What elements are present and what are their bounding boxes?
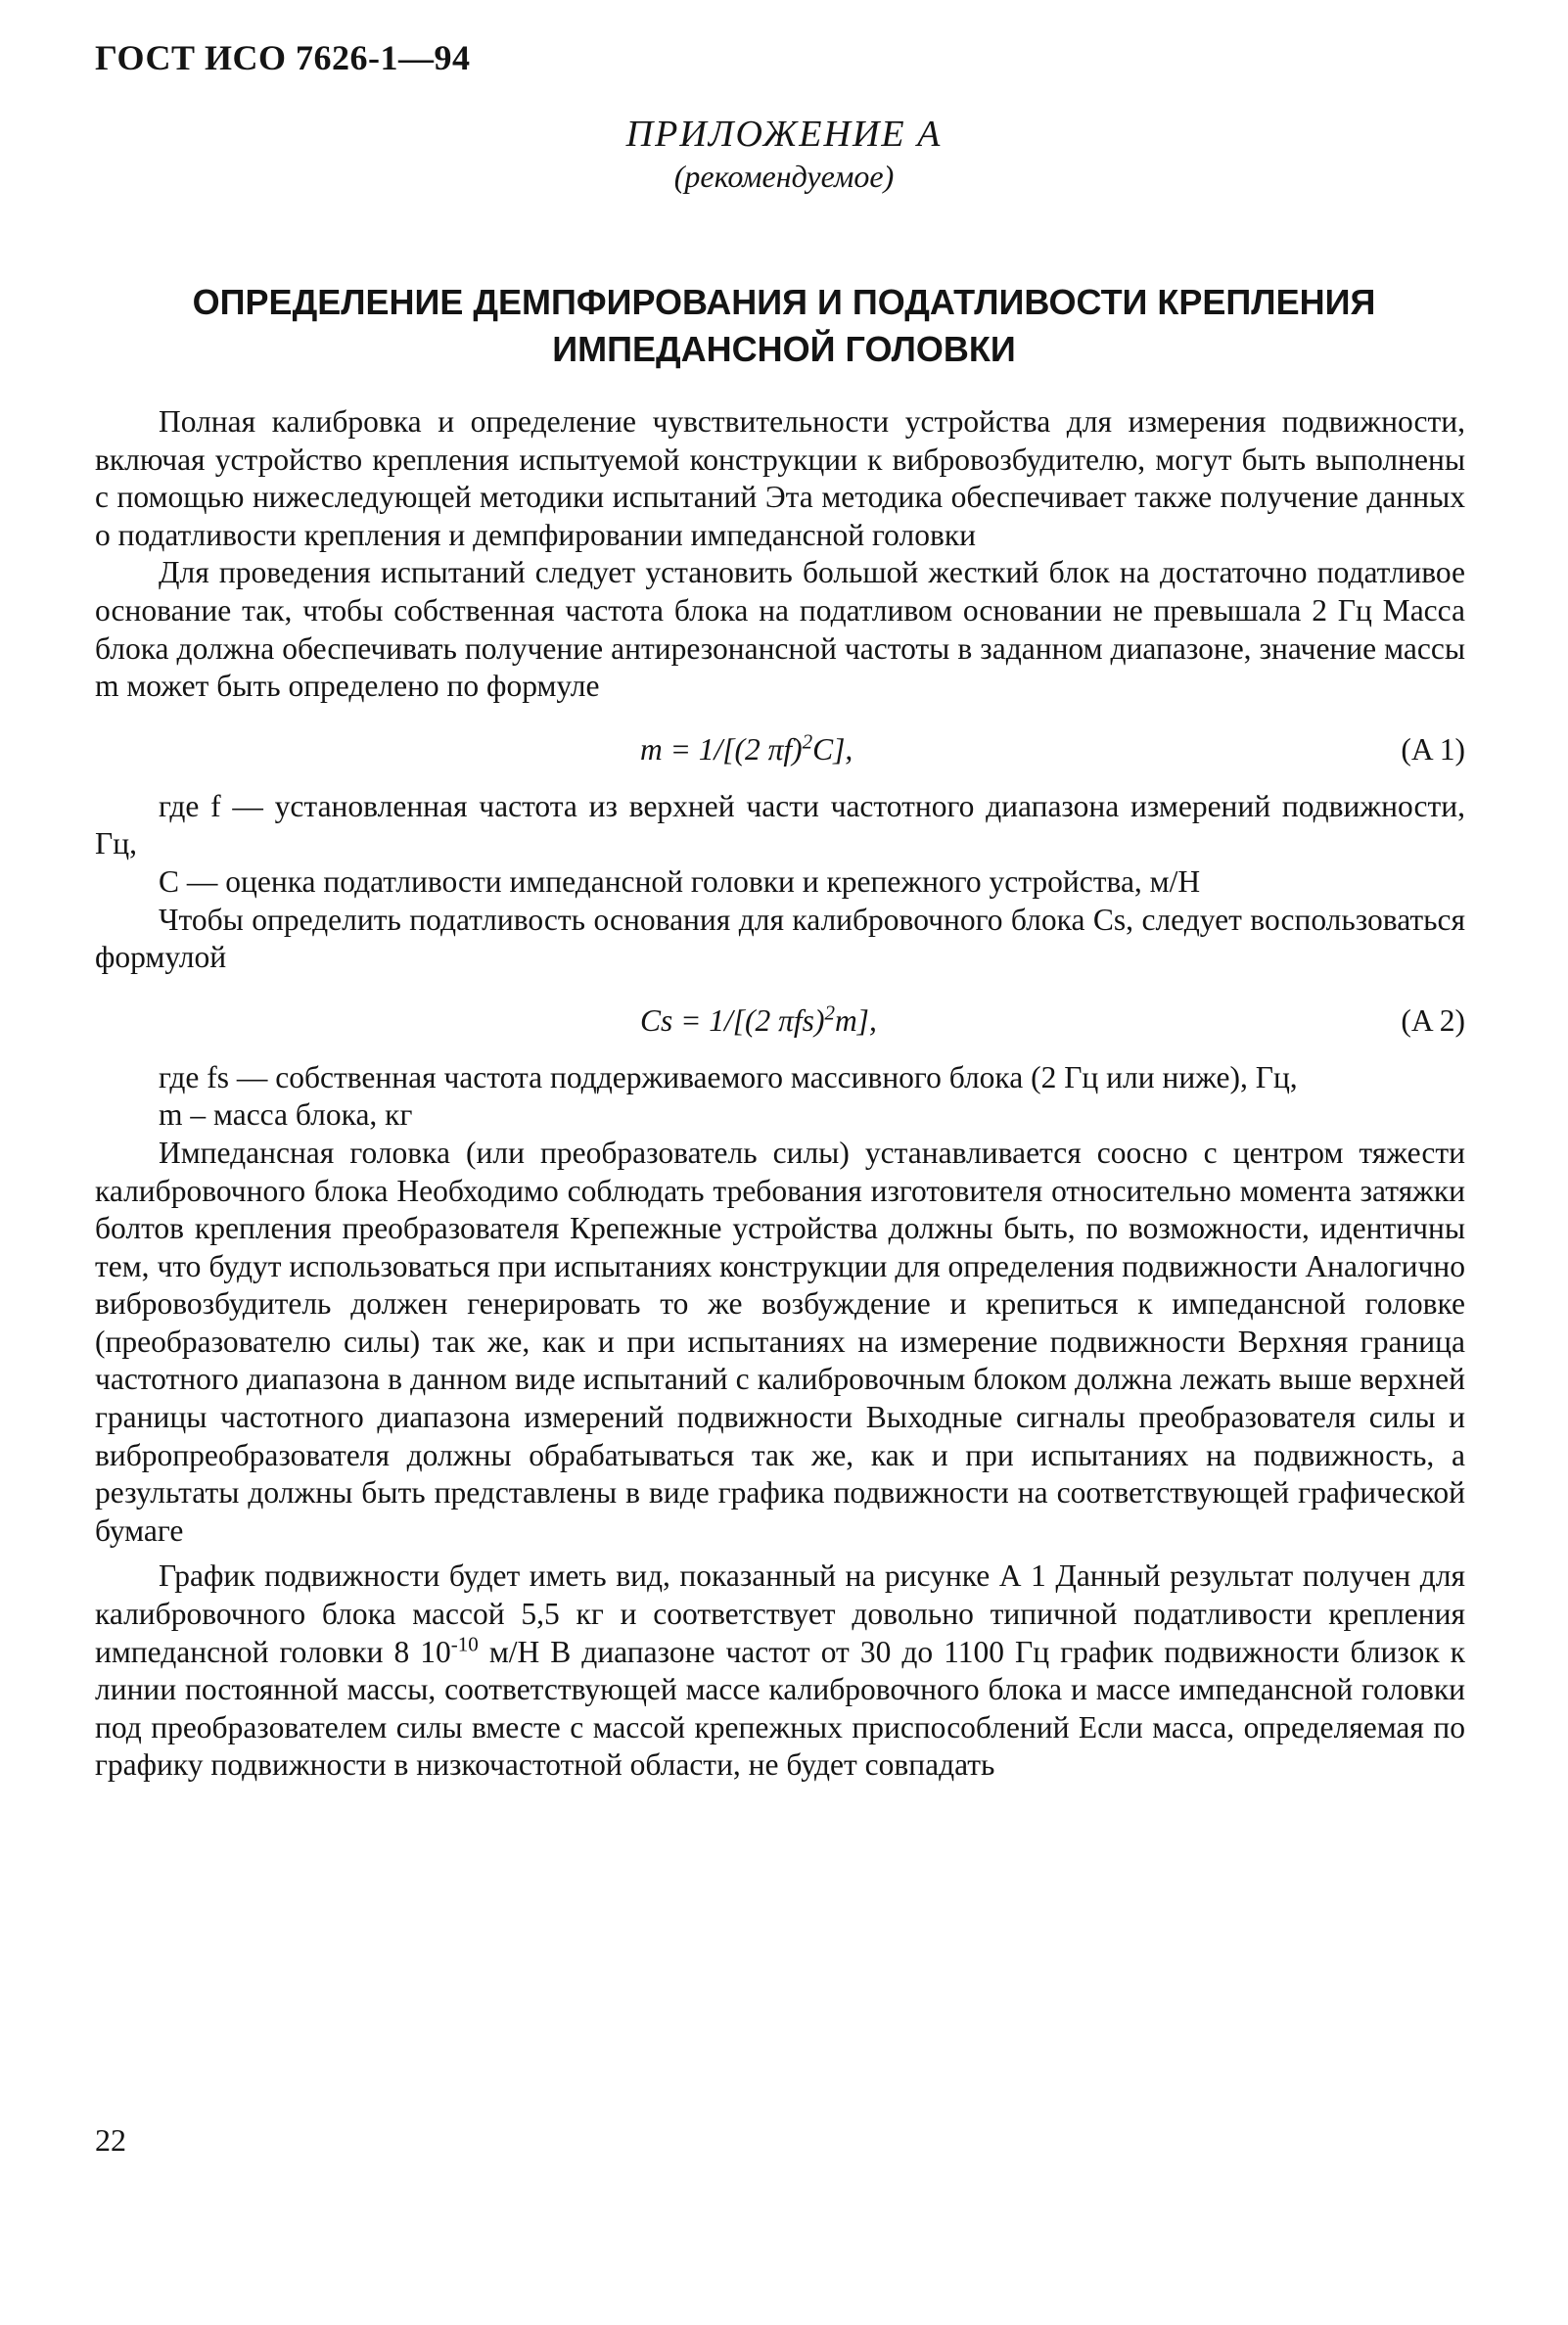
- formula-a2: [95, 991, 1465, 1051]
- formula-a2-rhs: m],: [834, 1002, 877, 1038]
- formula-a2-power: 2: [824, 1000, 835, 1025]
- paragraph-mobility-graph-part-1: График подвижности будет иметь вид, показанный на рисунке А 1 Данный результат получен для калибровочного блока массой 5,5 кг и соответствует довольно типичной податливости крепления импедансной головки 8 10: [95, 1558, 1465, 1669]
- standard-code-header: ГОСТ ИСО 7626-1—94: [95, 38, 471, 77]
- formula-a1-number: (A 1): [1401, 731, 1465, 767]
- paragraph-calibration-intro: Полная калибровка и определение чувствительности устройства для измерения подвижности, включая устройство крепления испытуемой конструкции к вибровозбудителю, могут быть выполнены с помощью нижеследующей методики испытаний Эта методика обеспечивает также получение данных о податливости крепления и демпфировании импедансной головки: [95, 404, 1465, 552]
- section-title: [117, 279, 1451, 373]
- formula-a1-expression: [640, 731, 853, 769]
- where-f-definition: где f — установленная частота из верхней части частотного диапазона измерений подвижности, Гц,: [95, 788, 1465, 861]
- paragraph-base-compliance: Чтобы определить податливость основания для калибровочного блока Cs, следует воспользоваться формулой: [95, 902, 1465, 975]
- formula-a1-rhs: C],: [812, 731, 853, 767]
- annex-title: ПРИЛОЖЕНИЕ А: [625, 114, 943, 155]
- paragraph-mobility-graph: [95, 1558, 1465, 1785]
- formula-a2-number: (A 2): [1401, 1002, 1465, 1038]
- formula-a2-lhs: Cs = 1/[(2 πfs): [640, 1002, 825, 1038]
- annex-subtitle: (рекомендуемое): [673, 159, 895, 194]
- paragraph-impedance-head-mounting: Импедансная головка (или преобразователь силы) устанавливается соосно с центром тяжести калибровочного блока Необходимо соблюдать требования изготовителя относительно момента затяжки болтов крепления преобразователя Крепежные устройства должны быть, по возможности, идентичны тем, что будут использоваться при испытаниях конструкции для определения подвижности Аналогично вибровозбудитель должен генерировать то же возбуждение и крепиться к импедансной головке (преобразователю силы) так же, как и при испытаниях на измерение подвижности Верхняя граница частотного диапазона в данном виде испытаний с калибровочным блоком должна лежать выше верхней границы частотного диапазона измерений подвижности Выходные сигналы преобразователя силы и вибропреобразователя должны обрабатываться так же, как и при испытаниях на подвижность, а результаты должны быть представлены в виде графика подвижности на соответствующей графической бумаге: [95, 1135, 1465, 1548]
- compliance-exponent: -10: [450, 1632, 479, 1656]
- formula-a1-power: 2: [802, 729, 813, 754]
- where-c-definition: C — оценка податливости импедансной головки и крепежного устройства, м/Н: [159, 863, 1201, 899]
- paragraph-test-setup: Для проведения испытаний следует установить большой жесткий блок на достаточно податливое основание так, чтобы собственная частота блока на податливом основании не превышала 2 Гц Масса блока должна обеспечивать получение антирезонансной частоты в заданном диапазоне, значение массы m может быть определено по формуле: [95, 555, 1465, 704]
- formula-a2-expression: [640, 1002, 877, 1041]
- body-text: [95, 403, 1465, 1785]
- formula-a1-lhs: m = 1/[(2 πf): [640, 731, 803, 767]
- page-number: 22: [95, 2122, 126, 2158]
- formula-a1: [95, 720, 1465, 780]
- section-title-line-2: ИМПЕДАНСНОЙ ГОЛОВКИ: [552, 329, 1016, 369]
- where-fs-definition: где fs — собственная частота поддерживаемого массивного блока (2 Гц или ниже), Гц,: [159, 1059, 1298, 1094]
- where-m-definition: m – масса блока, кг: [159, 1097, 413, 1133]
- paragraph-mobility-graph-part-2: м/Н В диапазоне частот от 30 до 1100 Гц график подвижности близок к линии постоянной массы, соответствующей массе калибровочного блока и массе импедансной головки под преобразователем силы вместе с массой крепежных приспособлений Если масса, определяемая по графику подвижности в низкочастотной области, не будет совпадать: [95, 1634, 1465, 1783]
- section-title-line-1: ОПРЕДЕЛЕНИЕ ДЕМПФИРОВАНИЯ И ПОДАТЛИВОСТИ КРЕПЛЕНИЯ: [192, 282, 1376, 322]
